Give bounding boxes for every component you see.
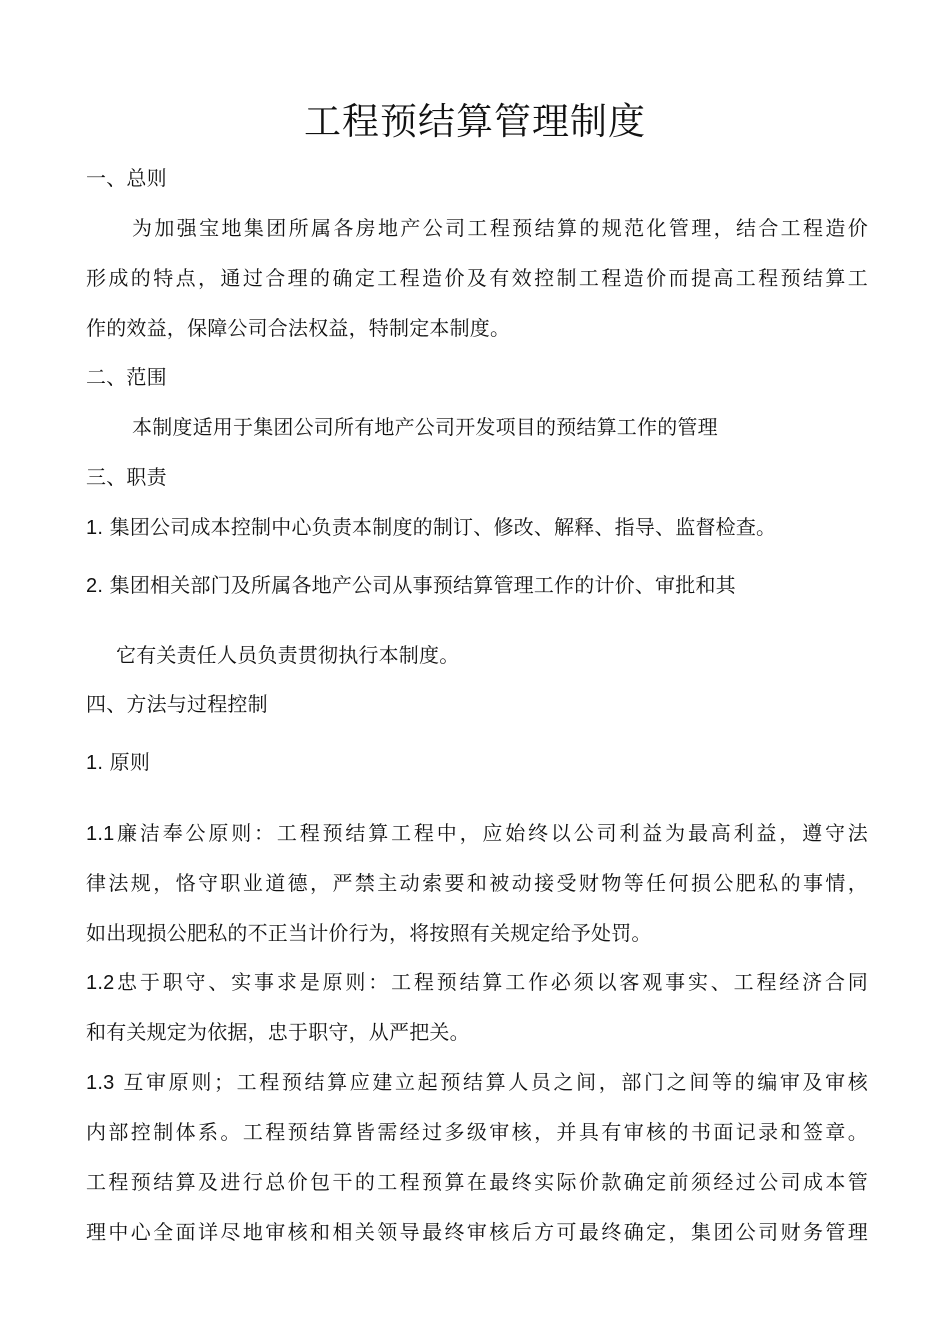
paragraph-line: 它有关责任人员负责贯彻执行本制度。: [116, 643, 460, 667]
clause-1-3: [86, 1068, 868, 1097]
paragraph-line: 工程预结算及进行总价包干的工程预算在最终实际价款确定前须经过公司成本管: [86, 1170, 868, 1194]
item-text: 集团公司成本控制中心负责本制度的制订、修改、解释、指导、监督检查。: [109, 515, 777, 539]
item-number: 1.: [86, 752, 104, 774]
paragraph-line: 形成的特点，通过合理的确定工程造价及有效控制工程造价而提高工程预结算工: [86, 266, 868, 290]
paragraph-line: 律法规，恪守职业道德，严禁主动索要和被动接受财物等任何损公肥私的事情，: [86, 871, 868, 895]
item-text: 原则: [109, 750, 151, 774]
section-heading-duties: 三、职责: [86, 465, 167, 489]
clause-text: 廉洁奉公原则：工程预结算工程中，应始终以公司利益为最高利益，遵守法: [114, 821, 868, 845]
clause-1-1: [86, 819, 868, 848]
paragraph-line: 如出现损公肥私的不正当计价行为，将按照有关规定给予处罚。: [86, 921, 652, 945]
paragraph-line: 本制度适用于集团公司所有地产公司开发项目的预结算工作的管理: [132, 415, 718, 439]
clause-number: 1.3: [86, 1072, 115, 1094]
section-heading-scope: 二、范围: [86, 365, 167, 389]
document-title: 工程预结算管理制度: [304, 100, 646, 143]
item-number: 1.: [86, 517, 104, 539]
clause-text: 互审原则；工程预结算应建立起预结算人员之间，部门之间等的编审及审核: [123, 1070, 868, 1094]
paragraph-line: 理中心全面详尽地审核和相关领导最终审核后方可最终确定，集团公司财务管理: [86, 1220, 868, 1244]
paragraph-line: 内部控制体系。工程预结算皆需经过多级审核，并具有审核的书面记录和签章。: [86, 1120, 868, 1144]
clause-1-2: [86, 968, 868, 997]
paragraph-line: 为加强宝地集团所属各房地产公司工程预结算的规范化管理，结合工程造价: [132, 216, 868, 240]
clause-number: 1.2: [86, 972, 115, 994]
paragraph-line: 和有关规定为依据，忠于职守，从严把关。: [86, 1020, 470, 1044]
duty-item-2: [86, 571, 736, 600]
clause-number: 1.1: [86, 823, 115, 845]
paragraph-line: 作的效益，保障公司合法权益，特制定本制度。: [86, 316, 511, 340]
item-text: 集团相关部门及所属各地产公司从事预结算管理工作的计价、审批和其: [109, 573, 736, 597]
item-number: 2.: [86, 575, 104, 597]
section-heading-general: 一、总则: [86, 166, 167, 190]
sub-heading-principles: [86, 748, 150, 777]
duty-item-1: [86, 513, 776, 542]
section-heading-methods: 四、方法与过程控制: [86, 692, 268, 716]
clause-text: 忠于职守、实事求是原则：工程预结算工作必须以客观事实、工程经济合同: [114, 970, 868, 994]
